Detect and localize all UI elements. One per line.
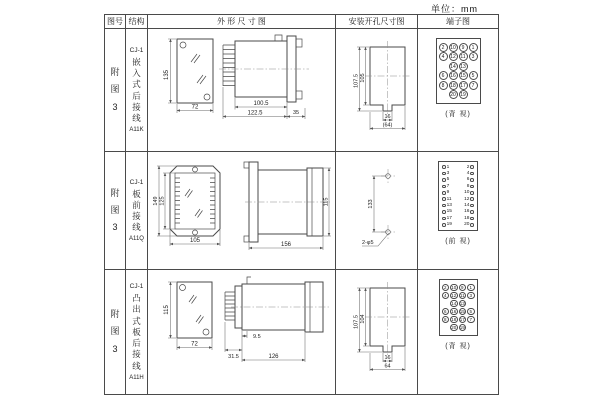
terminal-dot <box>470 165 474 169</box>
terminal-dot <box>470 172 474 176</box>
dim-vouter-row3: 107.5 <box>353 315 360 329</box>
terminal-dot <box>470 223 474 227</box>
dim-pins-row3: 31.5 <box>227 354 239 360</box>
terminal-row <box>442 324 475 332</box>
model-row3: CJ-1 <box>129 283 144 291</box>
terminal-number: 3 <box>446 171 450 177</box>
terminal-circle: 5 <box>467 308 475 316</box>
terminal-number: 14 <box>464 203 470 209</box>
terminal-circle: 4 <box>442 292 450 300</box>
terminal-dot <box>442 210 446 214</box>
dim-front-width-row1: 72 <box>191 104 198 111</box>
terminal-circle: 14 <box>451 300 457 306</box>
unit-label: 单位：mm <box>431 4 478 14</box>
terminal-dot <box>470 191 474 195</box>
terminal-row <box>439 90 478 99</box>
terminal-row <box>439 52 478 61</box>
terminal-circle: 16 <box>451 308 457 314</box>
dim-front-height-row3: 115 <box>163 305 170 315</box>
drill-holes <box>362 169 395 246</box>
terminal-circle: 18 <box>451 316 457 322</box>
dim-vinner-row1: 105 <box>360 73 366 83</box>
terminal-circle: 6 <box>442 308 450 316</box>
cell-install-row2 <box>336 152 418 270</box>
terminal-dot <box>470 178 474 182</box>
terminal-circle: 19 <box>459 324 465 330</box>
dim-total-row1: 122.5 <box>246 110 263 117</box>
dim-houter-row1: (64) <box>382 122 393 129</box>
terminal-row <box>442 316 475 324</box>
fig-label-row2: 附图3 <box>110 187 120 233</box>
terminal-dot <box>442 223 446 227</box>
terminal-row <box>439 71 478 80</box>
dim-side-height-row2: 115 <box>323 197 329 207</box>
dim-body-row3: 126 <box>267 354 279 360</box>
terminal-number: 16 <box>464 209 470 215</box>
terminal-number: 5 <box>446 177 450 183</box>
hole-spec-row2: 2-φ5 <box>362 240 374 246</box>
terminal-caption-row1: (背 视) <box>445 110 471 118</box>
terminal-number: 18 <box>464 215 470 221</box>
terminal-number: 13 <box>446 203 452 209</box>
terminal-circle: 13 <box>460 63 466 70</box>
header-terminal: 端子图 <box>418 15 498 29</box>
terminal-row <box>439 81 478 90</box>
terminal-circle: 2 <box>439 43 448 52</box>
model-row2: CJ-1 <box>129 178 144 186</box>
terminal-row <box>439 43 478 52</box>
terminal-dot <box>442 172 446 176</box>
dim-side-length-row2: 156 <box>280 242 291 248</box>
terminal-circle: 17 <box>460 82 466 89</box>
dim-houter-row3: 64 <box>384 363 391 370</box>
cell-install-row3 <box>336 270 418 394</box>
cell-terminal-row3 <box>418 270 498 394</box>
terminal-spacer <box>442 324 450 332</box>
terminal-dot <box>470 204 474 208</box>
terminal-spacer <box>469 62 478 71</box>
terminal-spacer <box>439 62 448 71</box>
side-view <box>219 35 309 119</box>
terminal-circle: 7 <box>467 316 475 324</box>
terminal-circle: 3 <box>467 292 475 300</box>
terminal-number: 1 <box>446 164 450 170</box>
terminal-spacer <box>439 90 448 99</box>
structure-desc-row2: 板前接线 <box>132 188 141 233</box>
terminal-row <box>442 292 475 300</box>
structure-desc-row3: 凸出式板后接线 <box>132 293 141 371</box>
terminal-spacer <box>442 300 450 308</box>
terminal-number: 4 <box>466 171 470 177</box>
terminal-number: 2 <box>466 164 470 170</box>
terminal-dot <box>442 191 446 195</box>
fig-label-row1: 附图3 <box>110 67 120 112</box>
terminal-dot <box>470 197 474 201</box>
cell-install-row1 <box>336 29 418 152</box>
cell-structure-row3 <box>126 270 148 394</box>
header-install: 安装开孔尺寸图 <box>336 15 418 29</box>
panel-cutout <box>354 282 412 371</box>
terminal-circle: 12 <box>450 54 456 60</box>
terminal-circle: 10 <box>450 44 456 51</box>
terminal-circle: 16 <box>450 73 456 79</box>
side-view <box>225 277 329 362</box>
terminal-circle: 10 <box>451 284 457 290</box>
dim-vinner-row3: 104 <box>360 314 366 324</box>
terminal-circle: 4 <box>439 52 448 61</box>
terminal-circle: 13 <box>459 300 465 306</box>
terminal-circle: 5 <box>469 71 478 80</box>
outline-drawing-row2 <box>149 152 335 268</box>
install-drawing-row3 <box>336 270 417 390</box>
terminal-circle: 6 <box>439 71 448 80</box>
terminal-circle: 3 <box>469 52 478 61</box>
terminal-number: 15 <box>446 209 452 215</box>
side-view <box>244 162 331 250</box>
terminal-circle: 15 <box>459 308 465 314</box>
terminal-number: 17 <box>446 215 452 221</box>
dim-slot-row3: 16 <box>384 355 391 361</box>
cell-structure-row2 <box>126 152 148 270</box>
terminal-circle: 9 <box>459 43 468 52</box>
terminal-number: 19 <box>446 222 452 228</box>
terminal-box-row3 <box>439 279 478 336</box>
code-row1: A11K <box>129 127 144 134</box>
terminal-caption-row2: (前 视) <box>445 237 471 245</box>
terminal-number: 20 <box>464 222 470 228</box>
terminal-number: 8 <box>466 183 470 189</box>
terminal-dot <box>442 178 446 182</box>
cell-fig-row2 <box>105 152 126 270</box>
terminal-caption-row3: (背 视) <box>445 342 471 350</box>
dim-vouter-row1: 107.5 <box>353 74 360 88</box>
install-drawing-row2 <box>336 152 417 268</box>
install-drawing-row1 <box>336 29 417 151</box>
dim-slot-row1: 16 <box>384 114 391 120</box>
terminal-circle: 17 <box>459 316 465 322</box>
terminal-dot <box>442 185 446 189</box>
dim-front-width-row3: 72 <box>190 341 198 348</box>
terminal-spacer <box>467 300 475 308</box>
terminal-dot <box>442 165 446 169</box>
terminal-strip-row <box>439 222 477 228</box>
header-structure: 结构 <box>126 15 148 29</box>
cell-terminal-row2 <box>418 152 498 270</box>
terminal-circle: 11 <box>460 54 466 60</box>
front-view <box>153 166 220 246</box>
terminal-dot <box>470 210 474 214</box>
terminal-circle: 12 <box>451 292 457 298</box>
terminal-circle: 9 <box>459 284 467 292</box>
terminal-circle: 18 <box>450 82 456 89</box>
terminal-row <box>442 300 475 308</box>
front-view <box>164 39 213 113</box>
header-fig-no: 图号 <box>105 15 126 29</box>
terminal-box-row1 <box>436 38 481 104</box>
terminal-spacer <box>467 324 475 332</box>
cell-fig-row3 <box>105 270 126 394</box>
code-row3: A11H <box>129 374 144 381</box>
dim-flange-row1: 35 <box>292 110 299 116</box>
dimension-table <box>104 14 499 395</box>
dim-gap-row3: 9.5 <box>252 334 261 340</box>
terminal-circle: 19 <box>460 92 466 98</box>
dim-front-inner-row2: 125 <box>159 196 165 206</box>
terminal-circle: 2 <box>442 284 450 292</box>
terminal-circle: 1 <box>469 43 478 52</box>
cell-fig-row1 <box>105 29 126 152</box>
terminal-row <box>439 62 478 71</box>
terminal-number: 12 <box>464 196 470 202</box>
terminal-spacer <box>469 90 478 99</box>
terminal-circle: 7 <box>469 81 478 90</box>
fig-label-row3: 附图3 <box>110 309 120 354</box>
dim-front-height-row1: 135 <box>163 69 170 81</box>
terminal-circle: 8 <box>439 81 448 90</box>
cell-outline-row3 <box>148 270 336 394</box>
terminal-box-row2 <box>438 161 478 231</box>
code-row2: A11Q <box>129 236 144 243</box>
terminal-dot <box>470 217 474 221</box>
model-row1: CJ-1 <box>129 46 144 54</box>
terminal-circle: 8 <box>442 316 450 324</box>
dim-front-outer-row2: 149 <box>152 196 159 206</box>
terminal-row <box>442 284 475 292</box>
terminal-circle: 15 <box>460 73 466 79</box>
terminal-row <box>442 308 475 316</box>
cell-outline-row1 <box>148 29 336 152</box>
outline-drawing-row1 <box>149 29 335 151</box>
cell-structure-row1 <box>126 29 148 152</box>
terminal-dot <box>470 185 474 189</box>
dim-hole-dist-row2: 133 <box>368 199 374 209</box>
terminal-dot <box>442 197 446 201</box>
terminal-circle: 20 <box>450 92 456 98</box>
terminal-number: 7 <box>446 183 450 189</box>
panel-cutout <box>354 41 412 130</box>
terminal-circle: 14 <box>450 63 456 70</box>
header-outline: 外 形 尺 寸 图 <box>148 15 336 29</box>
terminal-circle: 11 <box>459 292 465 298</box>
terminal-circle: 1 <box>467 284 475 292</box>
cell-outline-row2 <box>148 152 336 270</box>
terminal-dot <box>442 204 446 208</box>
terminal-number: 10 <box>464 190 470 196</box>
terminal-number: 9 <box>446 190 450 196</box>
outline-drawing-row3 <box>149 270 335 390</box>
terminal-number: 11 <box>446 196 452 202</box>
structure-desc-row1: 嵌入式后接线 <box>132 56 141 123</box>
terminal-circle: 20 <box>451 324 457 330</box>
cell-terminal-row1 <box>418 29 498 152</box>
dim-front-width-row2: 105 <box>189 238 200 244</box>
dim-body-row1: 100.5 <box>252 101 269 107</box>
terminal-number: 6 <box>466 177 470 183</box>
front-view <box>164 282 212 350</box>
terminal-dot <box>442 217 446 221</box>
